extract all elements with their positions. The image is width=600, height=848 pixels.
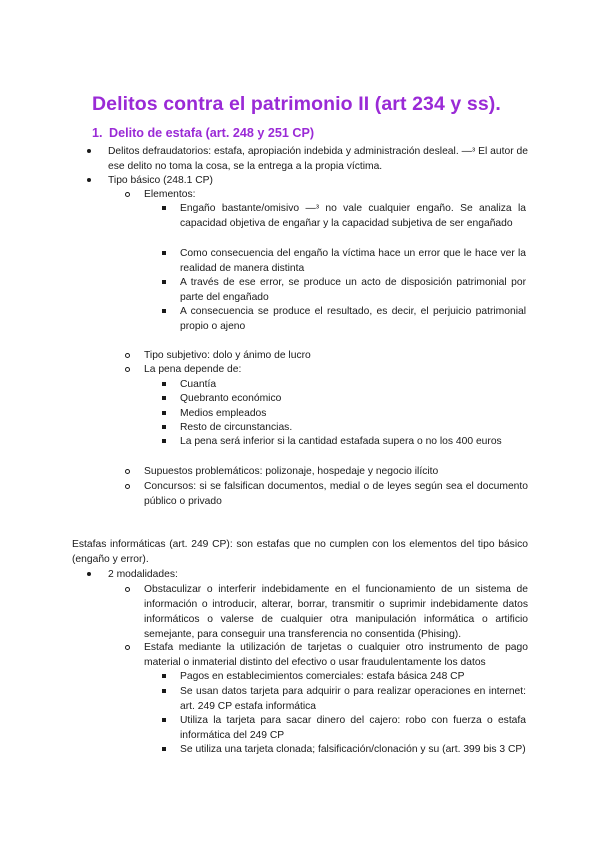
page-title: Delitos contra el patrimonio II (art 234 y ss). — [92, 93, 501, 115]
list-item-tarjeta-1: Pagos en establecimientos comerciales: estafa básica 248 CP — [180, 669, 526, 684]
list-item-tarjeta-3: Utiliza la tarjeta para sacar dinero del cajero: robo con fuerza o estafa informática del 249 CP — [180, 715, 526, 741]
list-item-tarjeta-2: Se usan datos tarjeta para adquirir o para realizar operaciones en internet: art. 249 CP estafa informática — [180, 686, 526, 712]
list-item-element-2: Como consecuencia del engaño la víctima hace un error que le hace ver la realidad de manera distinta — [180, 248, 526, 274]
list-item-element-4: A consecuencia se produce el resultado, es decir, el perjuicio patrimonial propio o ajeno — [180, 306, 526, 332]
list-item-supuestos: Supuestos problemáticos: polizonaje, hospedaje y negocio ilícito — [144, 464, 528, 479]
list-item-tipo-basico: Tipo básico (248.1 CP) — [108, 173, 528, 188]
paragraph-estafas-informaticas: Estafas informáticas (art. 249 CP): son estafas que no cumplen con los elementos del tipo básico (engaño y error). — [72, 539, 528, 565]
list-item-pena-4: Resto de circunstancias. — [180, 420, 526, 435]
list-item-modalidad-1: Obstaculizar o interferir indebidamente en el funcionamiento de un sistema de información o introducir, alterar, borrar, transmitir o suprimir indebidamente datos informáticos o valerse de cualquier otra manipulación informática o artificio semejante, para conseguir una transferencia no consentida (Phising). — [144, 584, 528, 640]
section-number: 1. — [92, 126, 103, 140]
list-item-modalidad-2: Estafa mediante la utilización de tarjetas o cualquier otro instrumento de pago material o inmaterial distinto del efectivo o usar fraudulentamente los datos — [144, 642, 528, 668]
list-item-tipo-subjetivo: Tipo subjetivo: dolo y ánimo de lucro — [144, 348, 528, 363]
list-item-defraudatorios: Delitos defraudatorios: estafa, apropiación indebida y administración desleal. —ᵌ El autor de ese delito no toma la cosa, se la entrega a la propia víctima. — [108, 146, 528, 172]
list-item-concursos: Concursos: si se falsifican documentos, medial o de leyes según sea el documento público o privado — [144, 481, 528, 507]
list-item-element-1: Engaño bastante/omisivo —ᵌ no vale cualquier engaño. Se analiza la capacidad objetiva de engañar y la capacidad subjetiva de ser engañado — [180, 203, 526, 229]
list-item-pena-1: Cuantía — [180, 377, 526, 392]
list-item-tarjeta-4: Se utiliza una tarjeta clonada; falsificación/clonación y su (art. 399 bis 3 CP) — [180, 744, 526, 755]
list-item-pena: La pena depende de: — [144, 362, 528, 377]
list-item-element-3: A través de ese error, se produce un acto de disposición patrimonial por parte del engañado — [180, 277, 526, 303]
list-item-pena-2: Quebranto económico — [180, 391, 526, 406]
list-item-pena-5: La pena será inferior si la cantidad estafada supera o no los 400 euros — [180, 434, 526, 449]
list-item-modalidades: 2 modalidades: — [108, 567, 528, 582]
section-heading-estafa — [92, 126, 314, 140]
list-item-pena-3: Medios empleados — [180, 406, 526, 421]
section-heading-text: Delito de estafa (art. 248 y 251 CP) — [109, 126, 315, 140]
list-item-elementos: Elementos: — [144, 187, 528, 202]
